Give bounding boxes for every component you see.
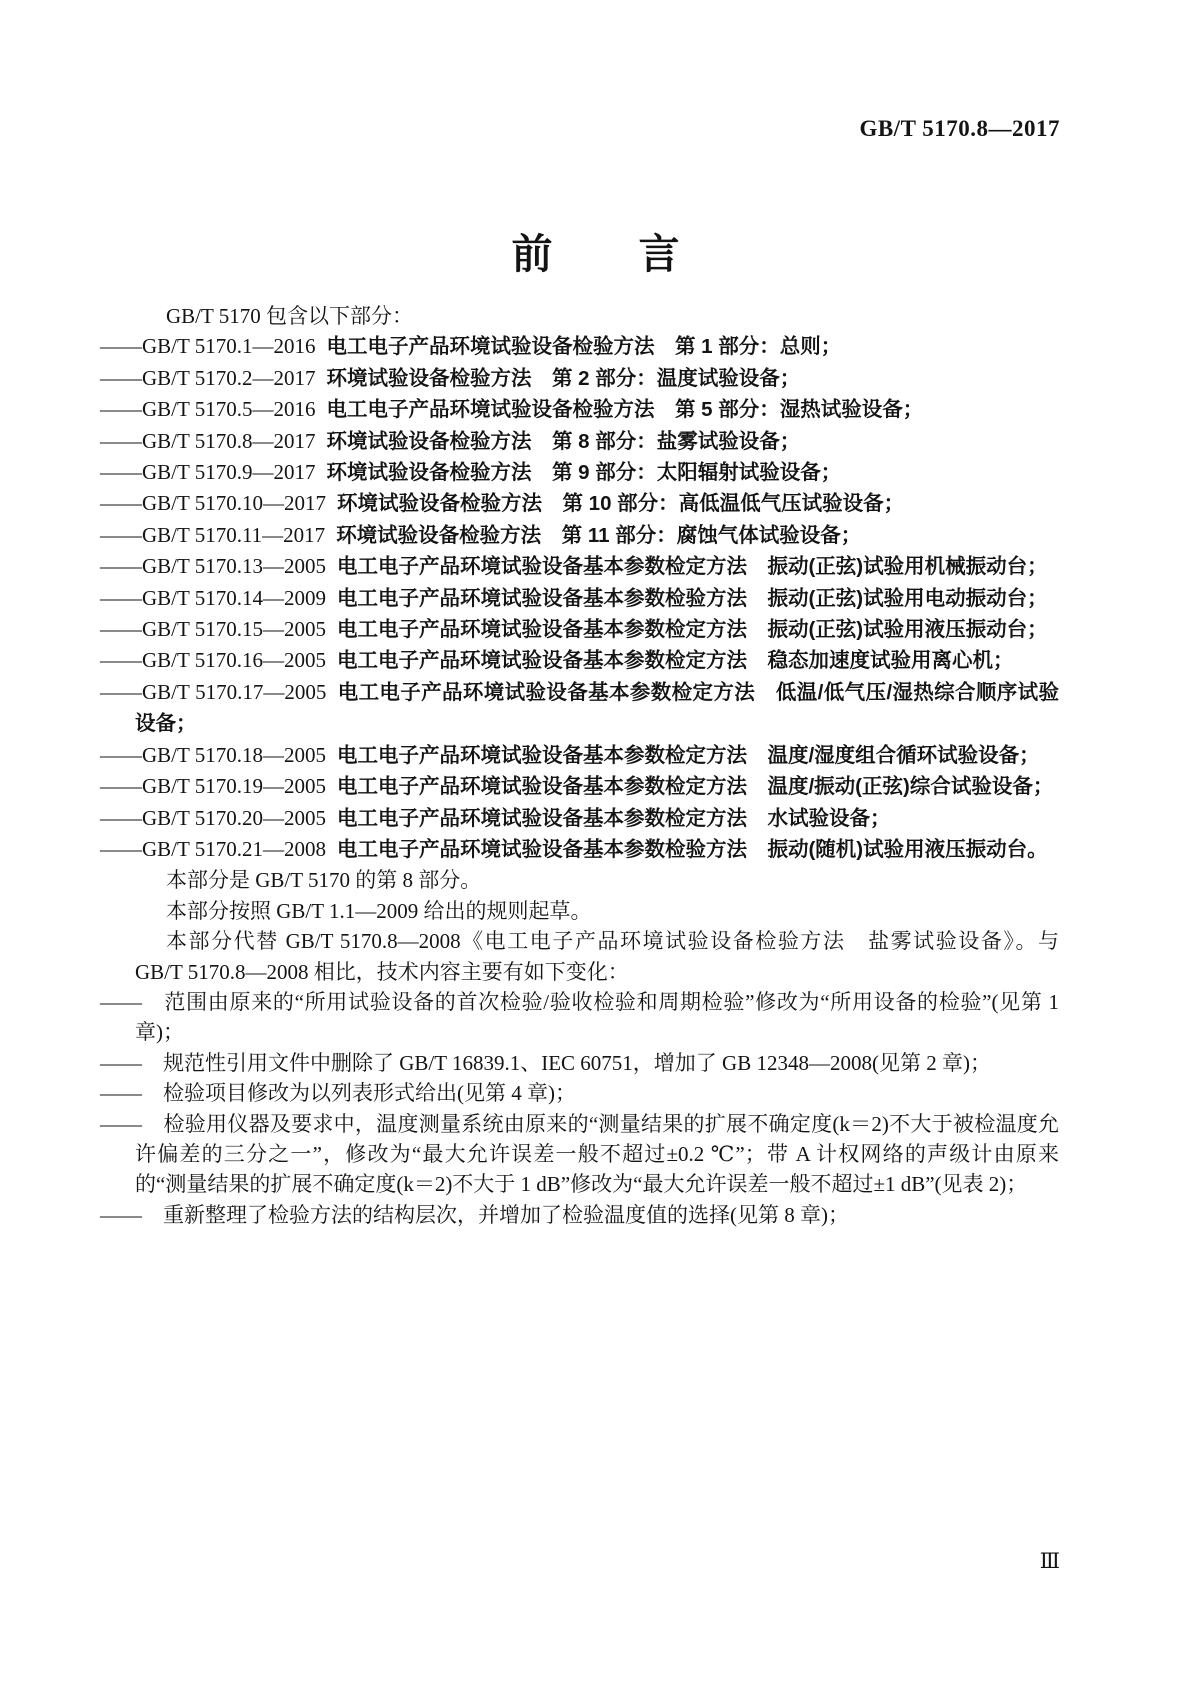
parts-list-item [100,394,1059,425]
page-title: 前 言 [511,231,703,278]
part-title: 电工电子产品环境试验设备基本参数检定方法 振动(正弦)试验用液压振动台； [336,618,1048,642]
change-list-item: —— 检验项目修改为以列表形式给出(见第 4 章)； [100,1081,576,1106]
part-title: 电工电子产品环境试验设备基本参数检验方法 振动(正弦)试验用电动振动台； [336,586,1048,610]
part-number: ——GB/T 5170.20—2005 [100,805,326,830]
part-title: 环境试验设备检验方法 第 9 部分：太阳辐射试验设备； [326,461,842,485]
page-number: Ⅲ [1039,1549,1060,1573]
part-number: ——GB/T 5170.8—2017 [100,428,316,453]
part-number: ——GB/T 5170.9—2017 [100,460,316,485]
change-list-item: —— 检验用仪器及要求中，温度测量系统由原来的“测量结果的扩展不确定度(k＝2)不大于被检温度允许偏差的三分之一”，修改为“最大允许误差一般不超过±0.2 ℃”；带 A 计权网络的声级计由原来的“测量结果的扩展不确定度(k＝2)不大于 1 dB”修改为“最大允许误差一般不超过±1 dB”(见表 2)； [100,1111,1059,1197]
parts-list-item [100,740,1059,771]
parts-list-item [100,426,1059,457]
part-title: 电工电子产品环境试验设备基本参数检定方法 稳态加速度试验用离心机； [336,649,1014,673]
parts-list-item [100,520,1059,551]
part-title: 环境试验设备检验方法 第 8 部分：盐雾试验设备； [326,429,801,453]
parts-list-item [100,551,1059,582]
parts-list-item [100,363,1059,394]
document-body [100,301,1059,1230]
paragraph: 本部分按照 GB/T 1.1—2009 给出的规则起草。 [166,898,592,923]
parts-list-item [100,614,1059,645]
part-title: 电工电子产品环境试验设备基本参数检定方法 振动(正弦)试验用机械振动台； [336,555,1048,579]
part-title: 电工电子产品环境试验设备检验方法 第 5 部分：湿热试验设备； [326,398,924,422]
part-number: ——GB/T 5170.13—2005 [100,554,326,579]
part-number: ——GB/T 5170.17—2005 [100,679,327,704]
part-title: 环境试验设备检验方法 第 10 部分：高低温低气压试验设备； [336,492,905,516]
part-number: ——GB/T 5170.10—2017 [100,491,326,516]
part-title: 环境试验设备检验方法 第 11 部分：腐蚀气体试验设备； [336,523,862,547]
paragraph: 本部分代替 GB/T 5170.8—2008《电工电子产品环境试验设备检验方法 盐雾试验设备》。与 GB/T 5170.8—2008 相比，技术内容主要有如下变化： [135,929,1059,984]
part-number: ——GB/T 5170.16—2005 [100,648,326,673]
parts-list-item [100,583,1059,614]
parts-list-item [100,645,1059,676]
part-number: ——GB/T 5170.11—2017 [100,522,326,547]
parts-list-item [100,834,1059,865]
part-number: ——GB/T 5170.15—2005 [100,617,326,642]
parts-list-item [100,677,1059,740]
part-title: 电工电子产品环境试验设备基本参数检定方法 温度/振动(正弦)综合试验设备； [336,775,1054,799]
part-number: ——GB/T 5170.21—2008 [100,836,326,861]
part-number: ——GB/T 5170.1—2016 [100,334,316,359]
part-number: ——GB/T 5170.2—2017 [100,365,316,390]
parts-list-item [100,457,1059,488]
part-title: 电工电子产品环境试验设备检验方法 第 1 部分：总则； [326,335,842,359]
part-number: ——GB/T 5170.19—2005 [100,774,326,799]
intro-line: GB/T 5170 包含以下部分： [166,304,413,328]
change-list-item: —— 重新整理了检验方法的结构层次，并增加了检验温度值的选择(见第 8 章)； [100,1202,849,1227]
paragraph: 本部分是 GB/T 5170 的第 8 部分。 [166,868,482,893]
part-title: 电工电子产品环境试验设备基本参数检定方法 水试验设备； [336,806,891,830]
part-title: 电工电子产品环境试验设备基本参数检定方法 低温/低气压/湿热综合顺序试验设备； [135,680,1059,736]
part-number: ——GB/T 5170.18—2005 [100,742,326,767]
part-title: 电工电子产品环境试验设备基本参数检定方法 温度/湿度组合循环试验设备； [336,743,1040,767]
change-list-item: —— 规范性引用文件中删除了 GB/T 16839.1、IEC 60751，增加了 GB 12348—2008(见第 2 章)； [100,1050,991,1075]
part-number: ——GB/T 5170.14—2009 [100,585,326,610]
part-title: 环境试验设备检验方法 第 2 部分：温度试验设备； [326,366,801,390]
part-number: ——GB/T 5170.5—2016 [100,397,316,422]
parts-list-item [100,803,1059,834]
parts-list-item [100,331,1059,362]
doc-number: GB/T 5170.8—2017 [859,116,1060,141]
change-list-item: —— 范围由原来的“所用试验设备的首次检验/验收检验和周期检验”修改为“所用设备的检验”(见第 1 章)； [100,989,1059,1045]
part-title: 电工电子产品环境试验设备基本参数检验方法 振动(随机)试验用液压振动台。 [336,837,1048,861]
parts-list-item [100,771,1059,802]
parts-list-item [100,488,1059,519]
